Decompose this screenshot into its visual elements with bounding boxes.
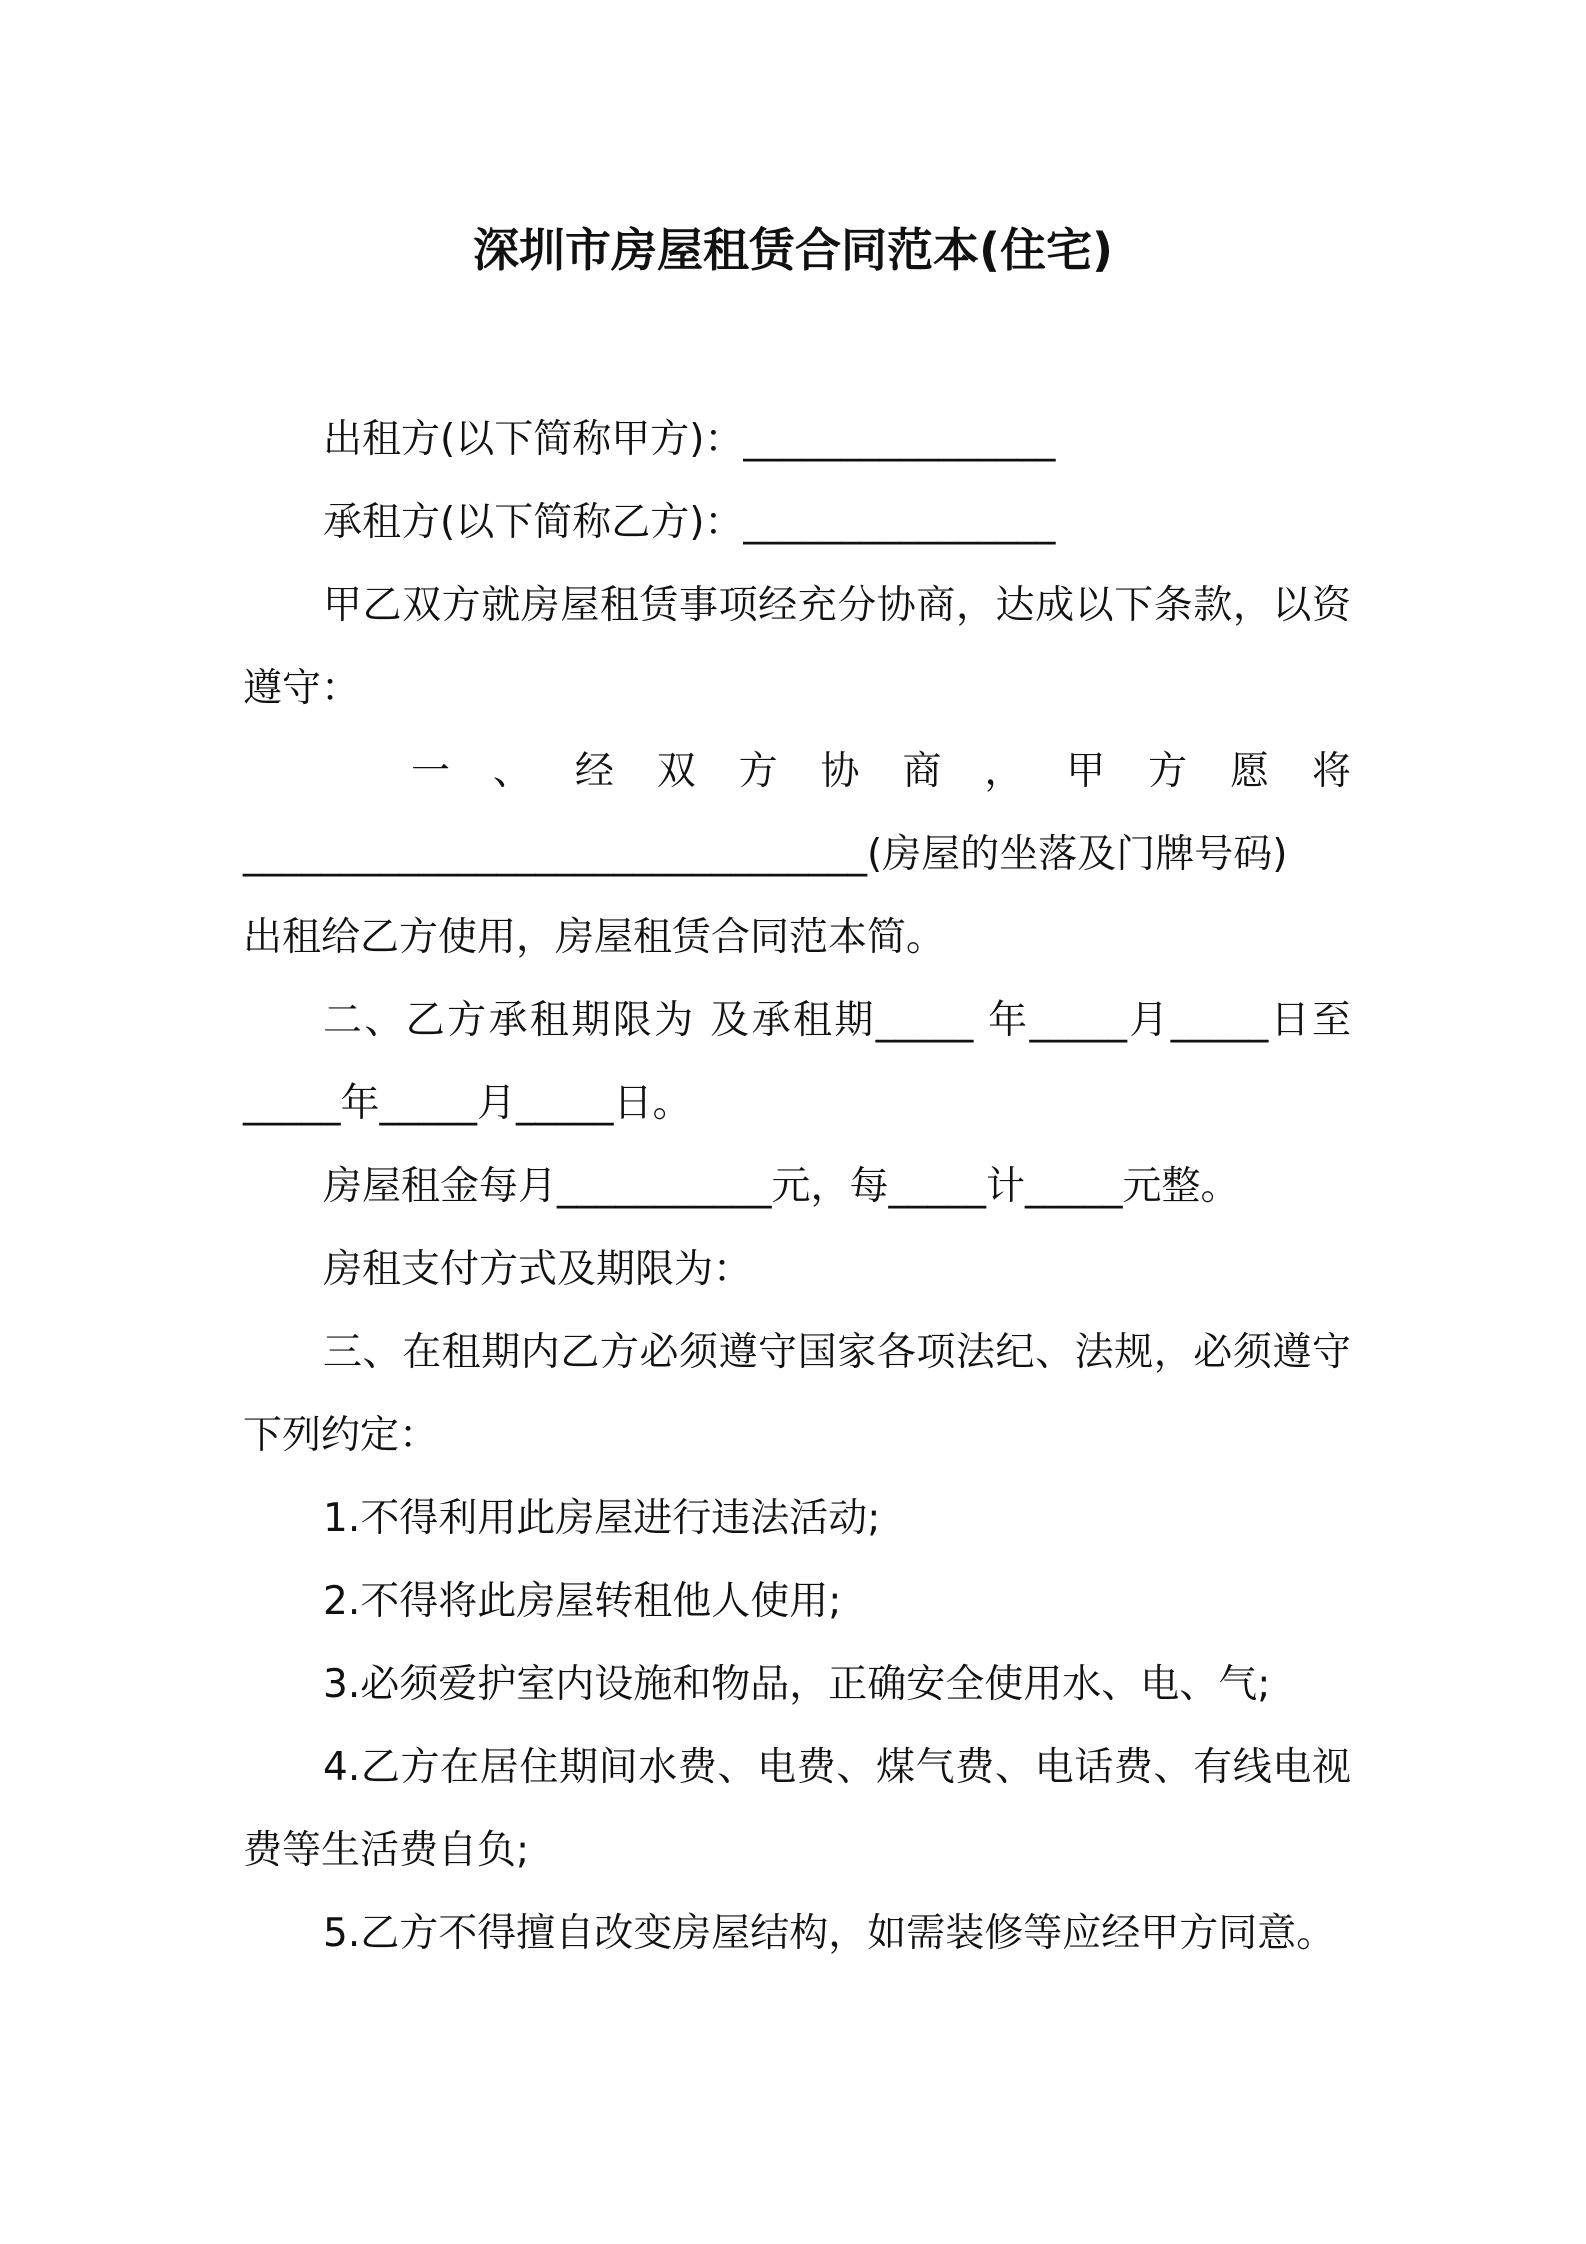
obligation-item-2: 2.不得将此房屋转租他人使用; [323,1579,842,1624]
clause-1-char: 一 [411,749,451,794]
lessor-line: 出租方(以下简称甲方)：________________ [323,417,1056,462]
lessee-line: 承租方(以下简称乙方)：________________ [323,500,1056,545]
document-title: 深圳市房屋租赁合同范本(住宅) [472,223,1114,277]
clause-1-char: 方 [1148,749,1188,794]
clause-1-char: 经 [574,749,614,794]
document-body [243,398,1351,1975]
rent-amount: 房屋租金每月___________元，每_____计_____元整。 [323,1164,1240,1209]
clause-1-char: 商 [902,749,942,794]
clause-1-char: ， [984,749,1024,794]
clause-1-usage-line: 出租给乙方使用，房屋租赁合同范本简。 [243,915,946,960]
obligation-item-4: 4.乙方在居住期间水费、电费、煤气费、电话费、有线电视费等生活费自负; [243,1745,1351,1873]
intro-paragraph: 甲乙双方就房屋租赁事项经充分协商，达成以下条款，以资遵守： [243,583,1351,711]
clause-2-lease-term: 二、乙方承租期限为 及承租期_____ 年_____月_____日至_____年_____月_____日。 [243,998,1351,1126]
clause-1-char: 方 [738,749,778,794]
clause-1-first-line [243,730,1351,813]
clause-1-char: 将 [1311,749,1351,794]
clause-1-char: 协 [820,749,860,794]
clause-3-obligations: 三、在租期内乙方必须遵守国家各项法纪、法规，必须遵守下列约定： [243,1330,1351,1458]
obligation-item-3: 3.必须爱护室内设施和物品，正确安全使用水、电、气; [323,1662,1271,1707]
clause-1-char: 、 [492,749,532,794]
clause-1-char: 双 [656,749,696,794]
obligation-item-1: 1.不得利用此房屋进行违法活动; [323,1496,881,1541]
clause-1-char: 愿 [1230,749,1270,794]
clause-1-char: 甲 [1066,749,1106,794]
clause-1-address-line: ________________________________(房屋的坐落及门牌号码) [243,832,1288,877]
obligation-item-5: 5.乙方不得擅自改变房屋结构，如需装修等应经甲方同意。 [323,1911,1336,1956]
payment-method: 房租支付方式及期限为： [323,1247,753,1292]
